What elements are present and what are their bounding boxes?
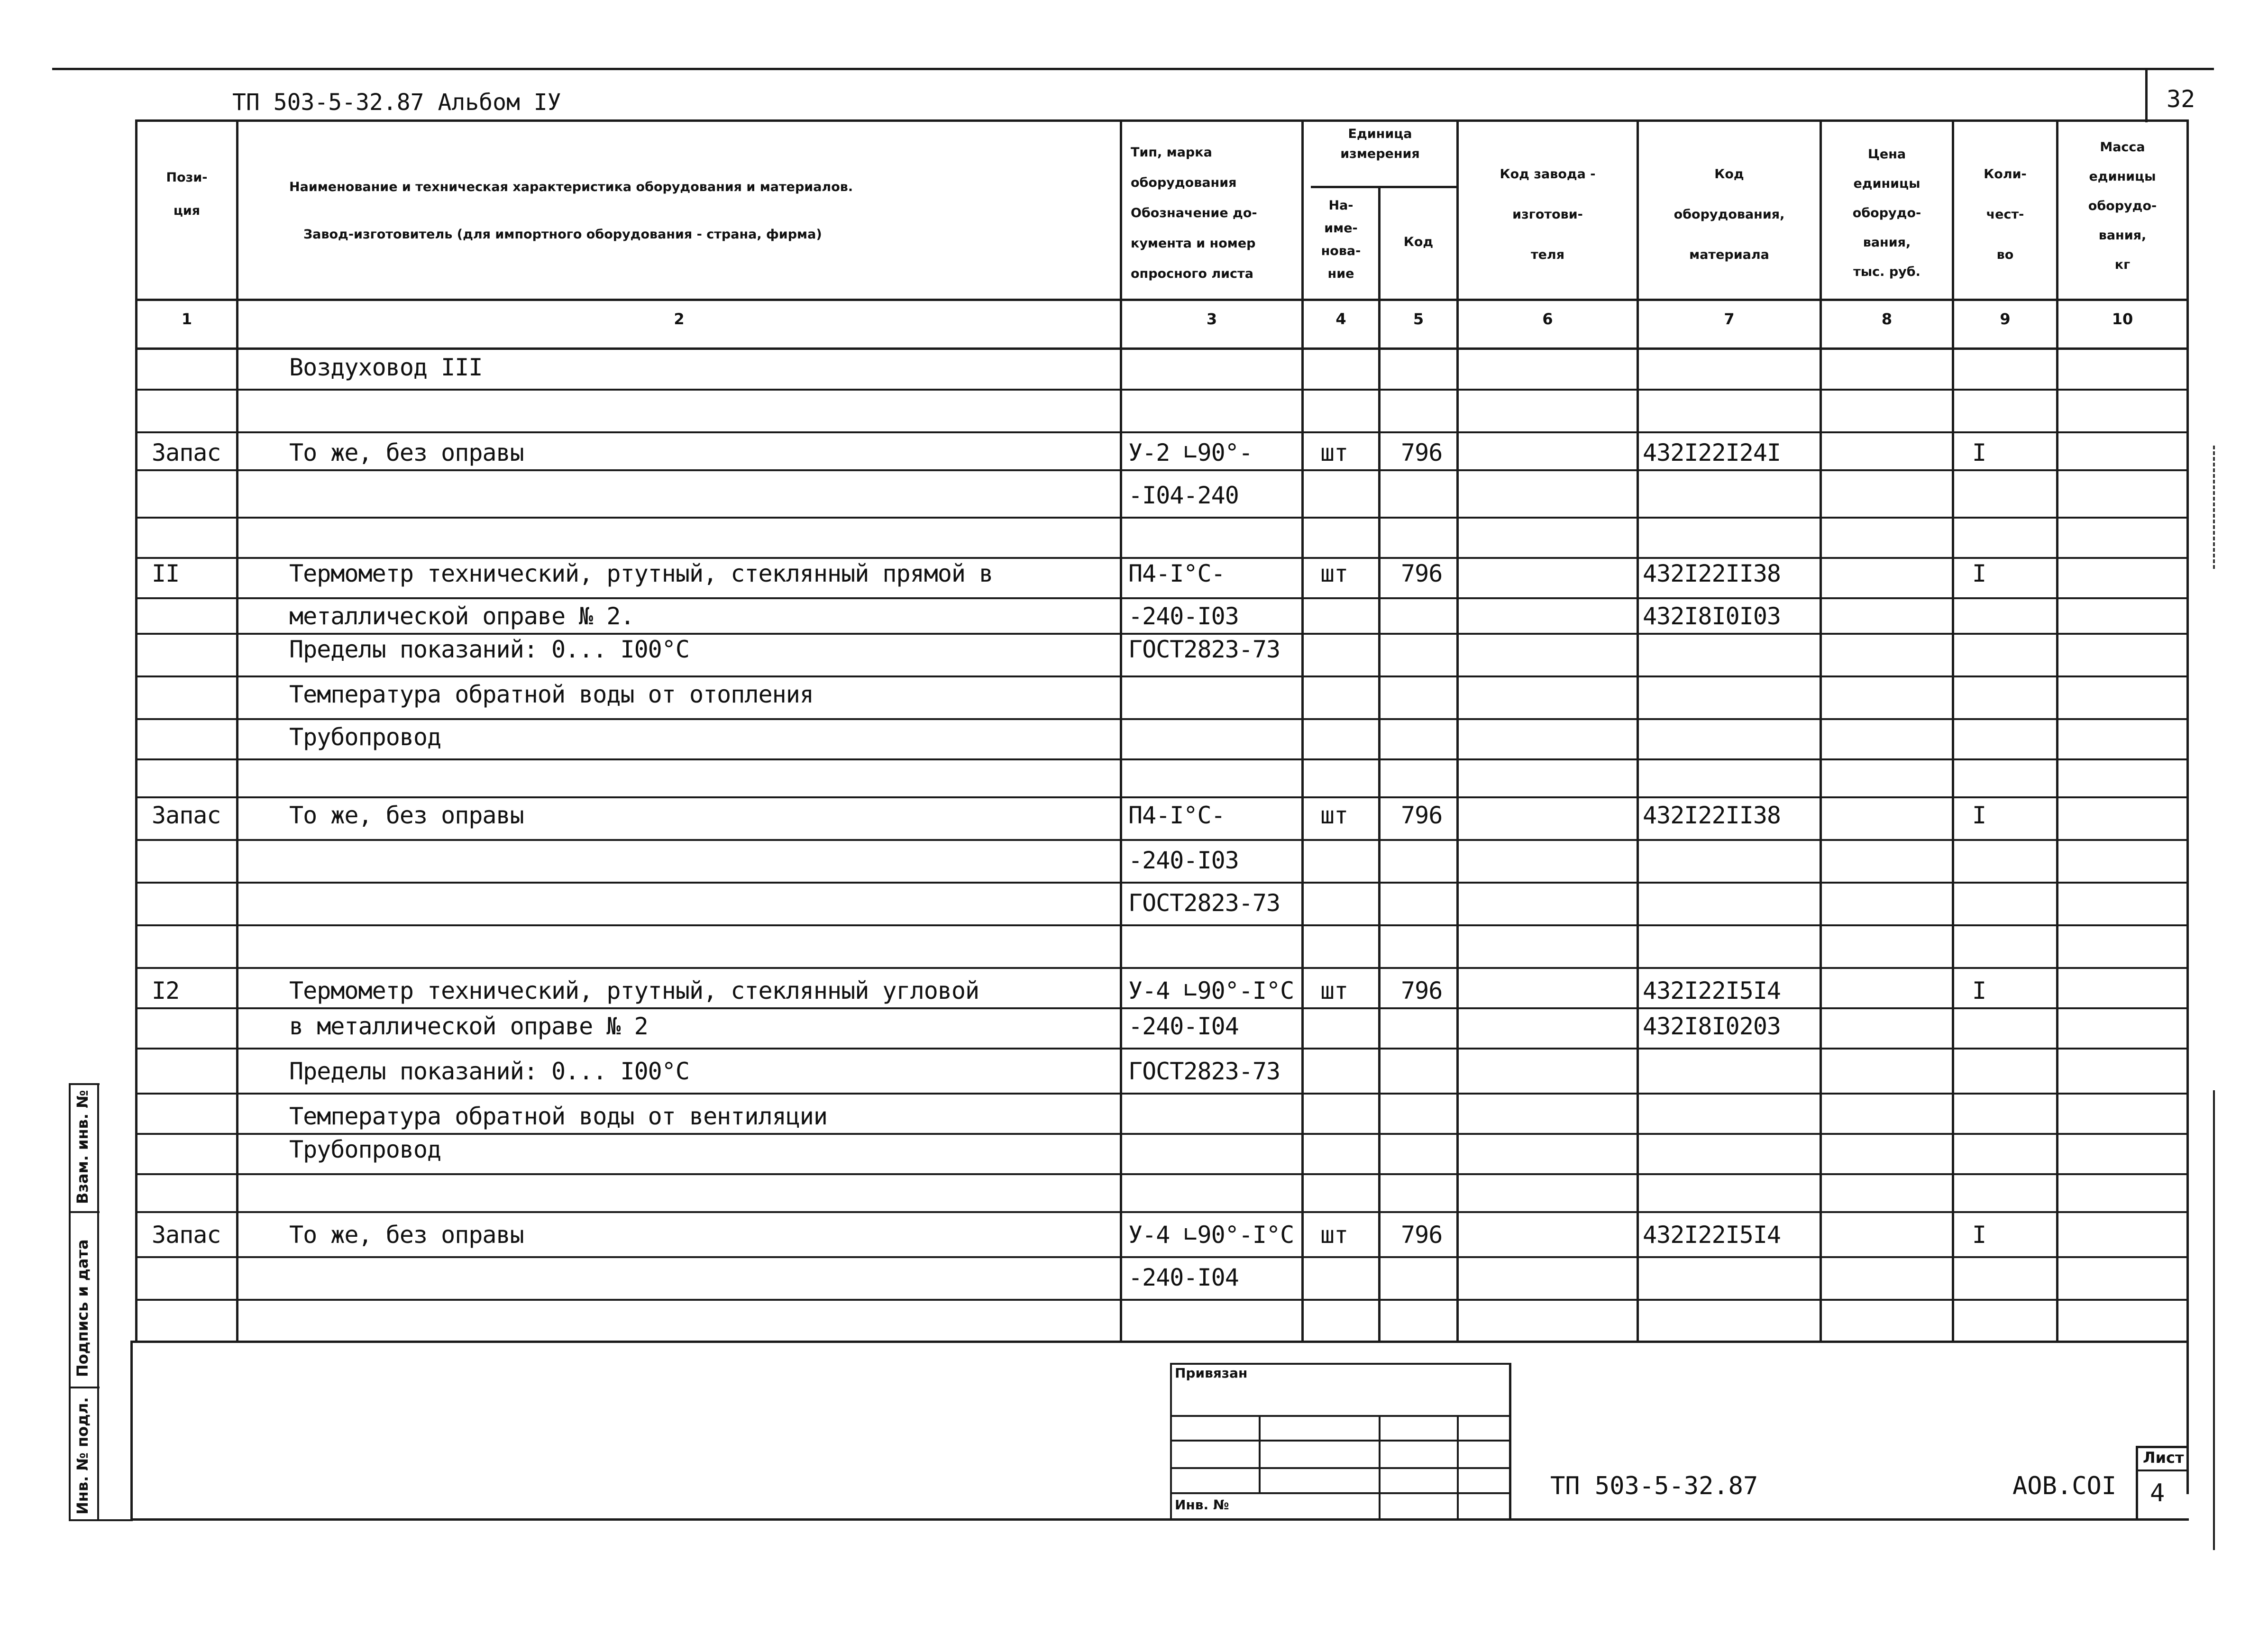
row-line bbox=[135, 967, 2188, 969]
col-line-5 bbox=[1456, 119, 1459, 1342]
cell-equip-code: 432I22I5I4 bbox=[1643, 977, 1781, 1004]
cell-equip-code: 432I8I0203 bbox=[1643, 1013, 1781, 1040]
colnum-1: 1 bbox=[181, 310, 192, 328]
cell-unit: шт bbox=[1320, 560, 1348, 587]
col-line-0 bbox=[135, 119, 137, 1342]
header-unit-group: Единица измерения bbox=[1340, 127, 1420, 161]
cell-name: Трубопровод bbox=[289, 1136, 441, 1163]
cell-name: Трубопровод bbox=[289, 723, 441, 751]
colnum-6: 6 bbox=[1542, 310, 1553, 328]
cell-pos: I2 bbox=[152, 977, 180, 1004]
header-bottom-line bbox=[135, 299, 2188, 301]
page-number: 32 bbox=[2167, 85, 2195, 113]
cell-unit-code: 796 bbox=[1401, 439, 1443, 466]
document-mark: АОВ.СОI bbox=[2012, 1472, 2117, 1500]
side-stamp-divider-2 bbox=[69, 1387, 100, 1388]
sheet-box-top bbox=[2136, 1446, 2188, 1448]
col-line-2 bbox=[1120, 119, 1122, 1342]
cell-unit: шт bbox=[1320, 1221, 1348, 1249]
cell-equip-code: 432I22II38 bbox=[1643, 802, 1781, 829]
row-line bbox=[135, 839, 2188, 841]
row-line bbox=[135, 882, 2188, 884]
document-reference: ТП 503-5-32.87 Альбом IУ bbox=[232, 89, 561, 116]
cell-name: Воздуховод III bbox=[289, 354, 483, 381]
unit-group-line bbox=[1311, 186, 1458, 188]
inventory-label: Инв. № bbox=[1175, 1497, 1229, 1513]
row-line bbox=[135, 1093, 2188, 1095]
page-number-divider bbox=[2145, 68, 2148, 122]
binding-box-row-3 bbox=[1170, 1467, 1510, 1469]
colnum-10: 10 bbox=[2112, 310, 2133, 328]
col-line-4 bbox=[1378, 186, 1381, 1342]
cell-type: У-2 ∟90°- bbox=[1128, 439, 1253, 466]
header-col-8: Цена единицы оборудо- вания, тыс. руб. bbox=[1852, 147, 1921, 279]
cell-equip-code: 432I22I24I bbox=[1643, 439, 1781, 466]
cell-type: ГОСТ2823-73 bbox=[1128, 1058, 1280, 1085]
header-col-7: Код оборудования, материала bbox=[1674, 167, 1785, 262]
colnum-5: 5 bbox=[1413, 310, 1424, 328]
colnum-3: 3 bbox=[1206, 310, 1217, 328]
cell-type: ГОСТ2823-73 bbox=[1128, 636, 1280, 663]
row-line bbox=[135, 924, 2188, 926]
cell-unit-code: 796 bbox=[1401, 977, 1443, 1004]
col-line-3 bbox=[1301, 119, 1304, 1342]
document-code: ТП 503-5-32.87 bbox=[1550, 1472, 1758, 1500]
row-line bbox=[135, 1256, 2188, 1258]
colnum-2: 2 bbox=[674, 310, 685, 328]
cell-type: ГОСТ2823-73 bbox=[1128, 889, 1280, 917]
side-stamp-top-line bbox=[69, 1083, 100, 1085]
row-line bbox=[135, 597, 2188, 599]
colnum-8: 8 bbox=[1881, 310, 1893, 328]
row-line bbox=[135, 1133, 2188, 1135]
header-col-2: Наименование и техническая характеристика оборудования и материалов. Завод-изготовитель (для импортного оборудования - страна, фирма) bbox=[289, 180, 853, 242]
cell-type: -240-I03 bbox=[1128, 602, 1239, 630]
cell-qty: I bbox=[1972, 439, 1986, 466]
header-col-1: Пози- ция bbox=[166, 170, 208, 218]
binding-label: Привязан bbox=[1175, 1365, 1248, 1381]
col-line-8 bbox=[1952, 119, 1954, 1342]
header-col-6: Код завода - изготови- теля bbox=[1500, 167, 1596, 262]
binding-box-top bbox=[1170, 1363, 1510, 1365]
cell-name: Термометр технический, ртутный, стеклянный угловой bbox=[289, 977, 979, 1004]
header-col-3: Тип, марка оборудования Обозначение до- кумента и номер опросного листа bbox=[1131, 145, 1257, 281]
cell-pos: Запас bbox=[152, 439, 221, 466]
side-stamp-signature-date: Подпись и дата bbox=[73, 1239, 91, 1377]
side-stamp-inner-line bbox=[97, 1083, 99, 1519]
cell-equip-code: 432I22II38 bbox=[1643, 560, 1781, 587]
cell-type: У-4 ∟90°-I°С bbox=[1128, 1221, 1294, 1249]
row-line bbox=[135, 1173, 2188, 1175]
margin-line bbox=[2213, 1090, 2215, 1550]
cell-unit-code: 796 bbox=[1401, 1221, 1443, 1249]
cell-unit-code: 796 bbox=[1401, 802, 1443, 829]
row-line bbox=[135, 469, 2188, 471]
cell-type: -240-I04 bbox=[1128, 1264, 1239, 1291]
cell-name: Температура обратной воды от вентиляции bbox=[289, 1103, 827, 1130]
row-line bbox=[135, 758, 2188, 760]
binding-box-col-2 bbox=[1379, 1415, 1381, 1519]
binding-box-right bbox=[1509, 1363, 1511, 1519]
cell-unit: шт bbox=[1320, 439, 1348, 466]
binding-box-row-2 bbox=[1170, 1440, 1510, 1442]
table-bottom-line bbox=[130, 1341, 2188, 1343]
binding-box-row-4 bbox=[1170, 1492, 1510, 1494]
row-line bbox=[135, 1048, 2188, 1050]
sheet-box-left bbox=[2136, 1446, 2138, 1519]
sheet-number: 4 bbox=[2150, 1479, 2165, 1507]
cell-type: -I04-240 bbox=[1128, 482, 1239, 509]
row-line bbox=[135, 1211, 2188, 1213]
col-line-10 bbox=[2186, 119, 2189, 1494]
row-line bbox=[135, 633, 2188, 635]
cell-name: То же, без оправы bbox=[289, 802, 524, 829]
sheet-label: Лист bbox=[2143, 1449, 2184, 1467]
cell-name: Пределы показаний: 0... I00°С bbox=[289, 636, 689, 663]
sheet-box-divider bbox=[2136, 1469, 2188, 1471]
row-line bbox=[135, 517, 2188, 519]
row-line bbox=[135, 1007, 2188, 1009]
cell-pos: II bbox=[152, 560, 180, 587]
cell-name: То же, без оправы bbox=[289, 439, 524, 466]
row-line bbox=[135, 389, 2188, 391]
binding-box-row-1 bbox=[1170, 1415, 1510, 1417]
colnum-7: 7 bbox=[1724, 310, 1735, 328]
cell-name: Температура обратной воды от отопления bbox=[289, 681, 814, 708]
top-border-line bbox=[52, 68, 2214, 70]
col-line-6 bbox=[1637, 119, 1639, 1342]
cell-name: в металлической оправе № 2 bbox=[289, 1013, 648, 1040]
row-line bbox=[135, 796, 2188, 798]
margin-mark bbox=[2213, 446, 2217, 569]
col-line-1 bbox=[236, 119, 238, 1342]
frame-left-bottom bbox=[130, 1341, 133, 1521]
cell-unit-code: 796 bbox=[1401, 560, 1443, 587]
cell-type: -240-I03 bbox=[1128, 847, 1239, 874]
cell-equip-code: 432I22I5I4 bbox=[1643, 1221, 1781, 1249]
header-col-10: Масса единицы оборудо- вания, кг bbox=[2088, 140, 2157, 272]
cell-pos: Запас bbox=[152, 802, 221, 829]
header-col-4: На- име- нова- ние bbox=[1321, 198, 1361, 281]
cell-name: металлической оправе № 2. bbox=[289, 602, 634, 630]
side-stamp-outer-line bbox=[69, 1083, 71, 1519]
row-line bbox=[135, 557, 2188, 559]
cell-qty: I bbox=[1972, 977, 1986, 1004]
col-line-9 bbox=[2056, 119, 2058, 1342]
cell-name: То же, без оправы bbox=[289, 1221, 524, 1249]
side-stamp-replace-inv: Взам. инв. № bbox=[73, 1090, 91, 1204]
row-line bbox=[135, 1299, 2188, 1301]
side-stamp-original-inv: Инв. № подл. bbox=[73, 1397, 91, 1515]
col-line-7 bbox=[1820, 119, 1822, 1342]
colnum-9: 9 bbox=[2000, 310, 2011, 328]
header-col-5: Код bbox=[1403, 235, 1434, 249]
binding-box-col-3 bbox=[1457, 1415, 1459, 1519]
header-col-9: Коли- чест- во bbox=[1984, 167, 2027, 262]
cell-unit: шт bbox=[1320, 977, 1348, 1004]
cell-type: -240-I04 bbox=[1128, 1013, 1239, 1040]
colnum-bottom-line bbox=[135, 347, 2188, 350]
binding-box-col-1 bbox=[1259, 1415, 1261, 1492]
table-top-line bbox=[135, 119, 2188, 122]
row-line bbox=[135, 431, 2188, 433]
cell-type: П4-I°С- bbox=[1128, 802, 1225, 829]
row-line bbox=[135, 675, 2188, 677]
cell-qty: I bbox=[1972, 802, 1986, 829]
side-stamp-divider-1 bbox=[69, 1211, 100, 1213]
cell-equip-code: 432I8I0I03 bbox=[1643, 602, 1781, 630]
colnum-4: 4 bbox=[1335, 310, 1346, 328]
cell-name: Термометр технический, ртутный, стеклянный прямой в bbox=[289, 560, 993, 587]
frame-bottom-line bbox=[130, 1518, 2189, 1521]
cell-unit: шт bbox=[1320, 802, 1348, 829]
cell-pos: Запас bbox=[152, 1221, 221, 1249]
cell-type: П4-I°С- bbox=[1128, 560, 1225, 587]
cell-qty: I bbox=[1972, 560, 1986, 587]
cell-qty: I bbox=[1972, 1221, 1986, 1249]
cell-type: У-4 ∟90°-I°С bbox=[1128, 977, 1294, 1004]
row-line bbox=[135, 718, 2188, 720]
cell-name: Пределы показаний: 0... I00°С bbox=[289, 1058, 689, 1085]
side-stamp-bottom-line bbox=[69, 1519, 133, 1521]
